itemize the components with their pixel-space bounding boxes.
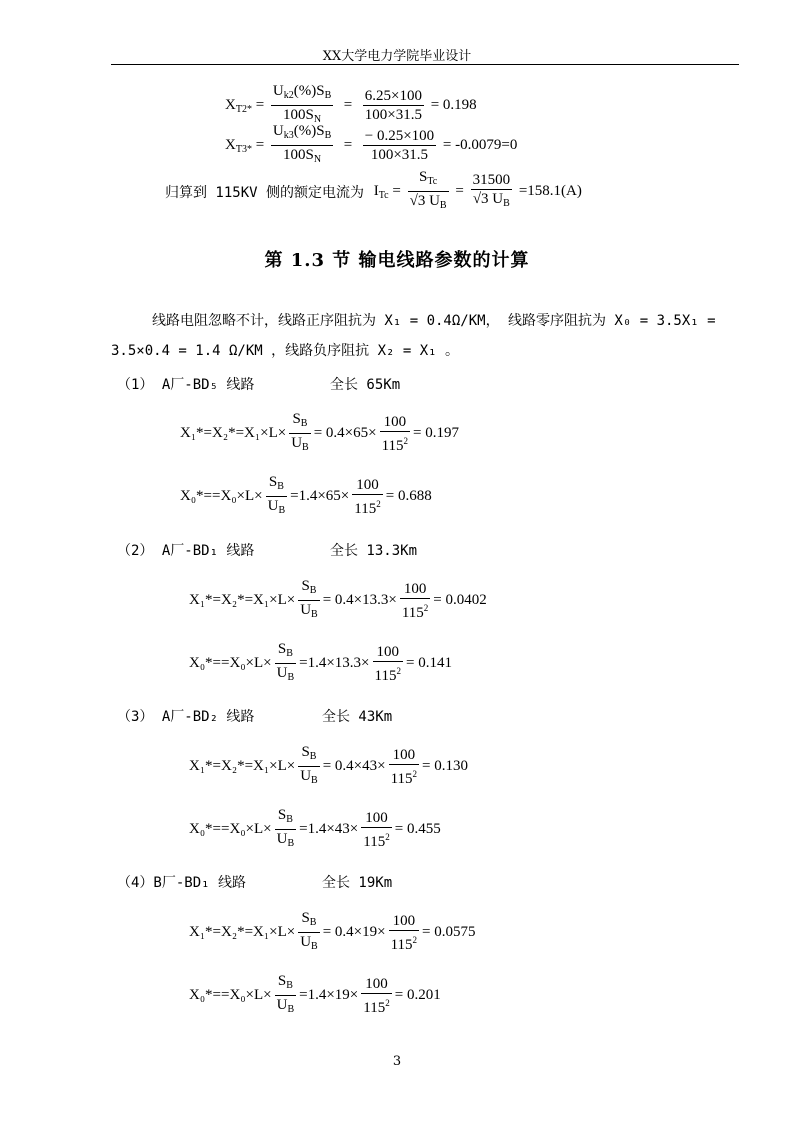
xt3-frac2: $\frac{- 0.25\times 100}{100\times 31.5}$: [364, 128, 435, 163]
xt2-lhs: $X_{T2*}$ =: [225, 96, 265, 115]
line-3-label: （3） A厂-BD₂ 线路: [117, 709, 255, 725]
line-4-formula-zero: X₀*==X₀×L× $\frac{S_B}{U_B}$ =1.4×19× $\frac{100}{115^2}$ = 0.201: [189, 973, 441, 1016]
formula-current: 归算到 115KV 侧的额定电流为 $I_{Tc}$ = $\frac{S_{Tc}}{√3 U_B}$ = $\frac{31500}{√3 U_B}$ =158.1(A): [162, 168, 585, 215]
intro-line-2: 3.5×0.4 = 1.4 Ω/KM ，线路负序阻抗 X₂ = X₁ 。: [111, 343, 460, 359]
section-title: 第 1.3 节 输电线路参数的计算: [264, 250, 530, 271]
line-1-formula-zero: X₀*==X₀×L× $\frac{S_B}{U_B}$ =1.4×65× $\frac{100}{115^2}$ = 0.688: [180, 474, 432, 517]
line-1-label: （1） A厂-BD₅ 线路: [117, 377, 255, 393]
line-2-label: （2） A厂-BD₁ 线路: [117, 543, 255, 559]
xt3-frac1: $\frac{U_{k3}(\%)S_B}{100S_N}$: [272, 123, 332, 165]
intro-line-1: 线路电阻忽略不计，线路正序阻抗为 X₁ = 0.4Ω/KM， 线路零序阻抗为 X₀ = 3.5X₁ =: [152, 313, 716, 329]
line-1-formula-pos: X₁*=X₂*=X₁×L× $\frac{S_B}{U_B}$ = 0.4×65× $\frac{100}{115^2}$ = 0.197: [180, 411, 460, 454]
formula-xt3: $X_{T3*}$ = $\frac{U_{k3}(\%)S_B}{100S_N}$ = $\frac{- 0.25\times 100}{100\times 31.5}$ = -0.0079=0: [222, 122, 520, 169]
current-text: 归算到 115KV 侧的额定电流为: [165, 184, 365, 201]
line-4-formula-pos: X₁*=X₂*=X₁×L× $\frac{S_B}{U_B}$ = 0.4×19× $\frac{100}{115^2}$ = 0.0575: [189, 910, 476, 953]
header-rule: [111, 64, 739, 65]
xt2-result: = 0.198: [430, 97, 477, 113]
xt2-frac2: $\frac{6.25\times 100}{100\times 31.5}$: [364, 88, 422, 123]
line-2-formula-zero: X₀*==X₀×L× $\frac{S_B}{U_B}$ =1.4×13.3× $\frac{100}{115^2}$ = 0.141: [189, 641, 452, 684]
line-3-formula-pos: X₁*=X₂*=X₁×L× $\frac{S_B}{U_B}$ = 0.4×43× $\frac{100}{115^2}$ = 0.130: [189, 744, 469, 787]
xt3-lhs: $X_{T3*}$ =: [225, 136, 265, 155]
page-number: 3: [392, 1054, 402, 1069]
xt3-result: = -0.0079=0: [442, 137, 518, 153]
line-1-length: 全长 65Km: [330, 377, 401, 393]
line-3-formula-zero: X₀*==X₀×L× $\frac{S_B}{U_B}$ =1.4×43× $\frac{100}{115^2}$ = 0.455: [189, 807, 441, 850]
line-4-label: （4）B厂-BD₁ 线路: [117, 875, 247, 891]
line-2-length: 全长 13.3Km: [330, 543, 418, 559]
line-2-formula-pos: X₁*=X₂*=X₁×L× $\frac{S_B}{U_B}$ = 0.4×13.3× $\frac{100}{115^2}$ = 0.0402: [189, 578, 487, 621]
current-frac2: $\frac{31500}{√3 U_B}$: [472, 171, 511, 209]
current-frac1: $\frac{S_{Tc}}{√3 U_B}$: [409, 169, 447, 211]
line-3-length: 全长 43Km: [322, 709, 393, 725]
xt2-frac1: $\frac{U_{k2}(\%)S_B}{100S_N}$: [272, 83, 332, 125]
current-lhs: $I_{Tc}$ =: [373, 182, 401, 201]
line-4-length: 全长 19Km: [322, 875, 393, 891]
current-result: =158.1(A): [518, 183, 582, 199]
page-header: XX大学电力学院毕业设计: [322, 49, 472, 64]
formula-xt2: $X_{T2*}$ = $\frac{U_{k2}(\%)S_B}{100S_N}$ = $\frac{6.25\times 100}{100\times 31.5}$ = 0.198: [222, 82, 480, 129]
